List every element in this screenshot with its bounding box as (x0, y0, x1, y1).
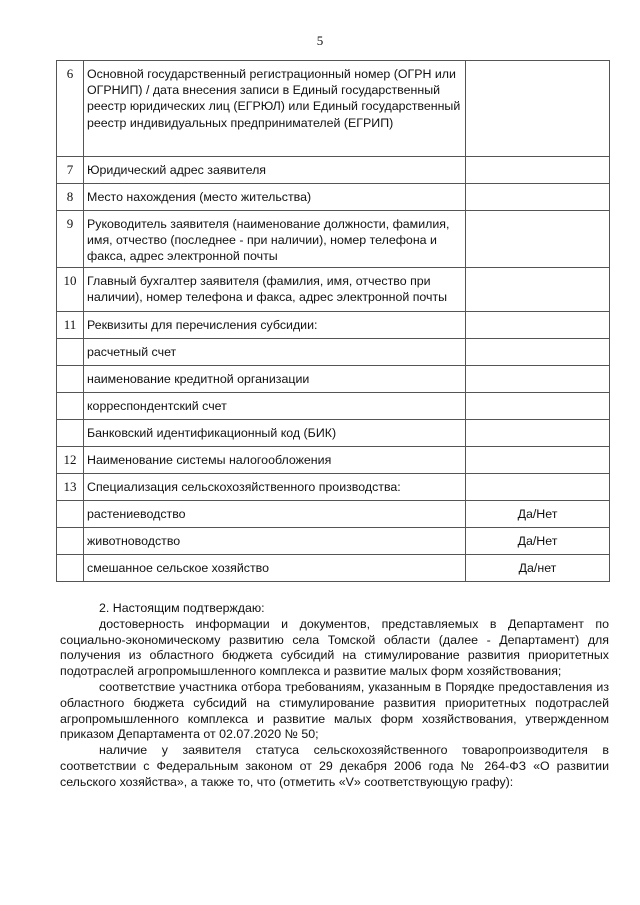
row-number (57, 420, 83, 425)
row-number: 7 (66, 162, 74, 177)
row-number (57, 339, 83, 344)
row-number-cell (57, 211, 84, 268)
row-label: смешанное сельское хозяйство (87, 561, 270, 575)
row-label-cell (84, 61, 466, 157)
row-value (466, 61, 609, 67)
yes-no-cell[interactable] (466, 501, 610, 528)
row-number-cell (57, 339, 84, 366)
row-number-cell (57, 474, 84, 501)
yes-no-cell[interactable] (466, 528, 610, 555)
row-label-cell (84, 393, 466, 420)
row-number-cell (57, 61, 84, 157)
row-number: 10 (63, 273, 77, 288)
table-row (57, 528, 610, 555)
row-label-cell (84, 211, 466, 268)
row-value (466, 393, 609, 399)
row-value-cell[interactable] (466, 211, 610, 268)
row-number-cell (57, 501, 84, 528)
row-number: 8 (66, 189, 74, 204)
row-value (466, 157, 609, 163)
row-value (466, 420, 609, 426)
table-row (57, 211, 610, 268)
row-value-cell[interactable] (466, 339, 610, 366)
table-row (57, 61, 610, 157)
table-row (57, 393, 610, 420)
confirmation-heading: 2. Настоящим подтверждаю: (99, 601, 265, 615)
confirmation-section (60, 601, 609, 791)
row-value (466, 312, 609, 318)
row-number: 6 (66, 66, 74, 81)
row-number-cell (57, 393, 84, 420)
row-value-cell[interactable] (466, 268, 610, 312)
table-row (57, 312, 610, 339)
table-row (57, 184, 610, 211)
row-number: 11 (63, 317, 77, 332)
row-value (466, 339, 609, 345)
yes-no-value: Да/Нет (517, 507, 558, 521)
table-row (57, 447, 610, 474)
row-label-cell (84, 366, 466, 393)
row-label: растениеводство (87, 507, 186, 521)
row-label-cell (84, 447, 466, 474)
row-value-cell[interactable] (466, 447, 610, 474)
row-label: Основной государственный регистрационный номер (ОГРН или ОГРНИП) / дата внесения записи в Единый государственный реестр юридических лиц (ЕГРЮЛ) или Единый государственный реестр индивидуальных предпринимателей (ЕГРИП) (87, 67, 461, 130)
confirmation-paragraph: достоверность информации и документов, представляемых в Департамент по социально-экономическому развитию села Томской области (далее - Департамент) для получения из областного бюджета субсидий на стимулирование развития приоритетных подотраслей агропромышленного комплекса и развитие малых форм хозяйствования; (60, 616, 609, 679)
application-form-table (56, 60, 610, 582)
row-value (466, 211, 609, 217)
row-number-cell (57, 268, 84, 312)
row-number: 9 (66, 216, 74, 231)
row-number (57, 393, 83, 398)
row-number-cell (57, 366, 84, 393)
row-label-cell (84, 528, 466, 555)
row-value (466, 474, 609, 480)
page-number: 5 (316, 33, 324, 48)
row-label: расчетный счет (87, 345, 177, 359)
row-value-cell[interactable] (466, 157, 610, 184)
row-label-cell (84, 312, 466, 339)
row-label: Главный бухгалтер заявителя (фамилия, имя, отчество при наличии), номер телефона и факса, адрес электронной почты (87, 274, 448, 305)
table-row (57, 501, 610, 528)
row-number-cell (57, 528, 84, 555)
row-label-cell (84, 268, 466, 312)
row-label: животноводство (87, 534, 181, 548)
table-row (57, 157, 610, 184)
row-value-cell[interactable] (466, 312, 610, 339)
row-value (466, 447, 609, 453)
row-number-cell (57, 420, 84, 447)
row-number: 12 (63, 452, 77, 467)
row-label-cell (84, 555, 466, 582)
confirmation-paragraph: соответствие участника отбора требованиям, указанным в Порядке предоставления из областного бюджета субсидий на стимулирование развития приоритетных подотраслей агропромышленного комплекса и развитие малых форм хозяйствования, утвержденном приказом Департамента от 02.07.2020 № 50; (60, 679, 609, 742)
row-label: Юридический адрес заявителя (87, 163, 267, 177)
row-value-cell[interactable] (466, 420, 610, 447)
row-value (466, 184, 609, 190)
row-number-cell (57, 312, 84, 339)
table-row (57, 268, 610, 312)
row-number (57, 528, 83, 533)
yes-no-value: Да/Нет (517, 534, 558, 548)
row-value-cell[interactable] (466, 61, 610, 157)
row-label: Специализация сельскохозяйственного производства: (87, 480, 401, 494)
row-number-cell (57, 184, 84, 211)
row-number-cell (57, 447, 84, 474)
table-row (57, 366, 610, 393)
row-number-cell (57, 157, 84, 184)
row-number (57, 366, 83, 371)
row-label: корреспондентский счет (87, 399, 227, 413)
row-label-cell (84, 420, 466, 447)
row-label: Наименование системы налогообложения (87, 453, 332, 467)
confirmation-paragraph: наличие у заявителя статуса сельскохозяйственного товаропроизводителя в соответствии с Федеральным законом от 29 декабря 2006 года № 264-ФЗ «О развитии сельского хозяйства», а также то, что (отметить «V» соответствующую графу): (60, 743, 609, 789)
row-label: Реквизиты для перечисления субсидии: (87, 318, 318, 332)
row-label: Место нахождения (место жительства) (87, 190, 312, 204)
table-row (57, 555, 610, 582)
row-number-cell (57, 555, 84, 582)
row-label-cell (84, 501, 466, 528)
row-value-cell[interactable] (466, 366, 610, 393)
row-value (466, 366, 609, 372)
row-value (466, 268, 609, 274)
row-value-cell[interactable] (466, 393, 610, 420)
row-number (57, 501, 83, 506)
yes-no-cell[interactable] (466, 555, 610, 582)
row-number (57, 555, 83, 560)
table-row (57, 474, 610, 501)
row-label: Руководитель заявителя (наименование должности, фамилия, имя, отчество (последнее - при наличии), номер телефона и факса, адрес электронной почты (87, 217, 450, 264)
row-number: 13 (63, 479, 77, 494)
row-label-cell (84, 157, 466, 184)
row-label: Банковский идентификационный код (БИК) (87, 426, 337, 440)
yes-no-value: Да/нет (518, 561, 557, 575)
table-row (57, 420, 610, 447)
row-label-cell (84, 474, 466, 501)
row-value-cell[interactable] (466, 474, 610, 501)
row-label-cell (84, 184, 466, 211)
table-row (57, 339, 610, 366)
row-label: наименование кредитной организации (87, 372, 310, 386)
row-value-cell[interactable] (466, 184, 610, 211)
row-label-cell (84, 339, 466, 366)
